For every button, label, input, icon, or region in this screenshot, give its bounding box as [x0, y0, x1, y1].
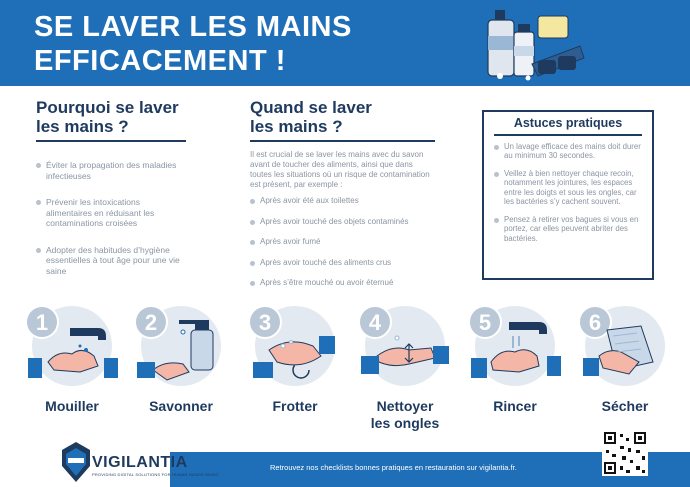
why-divider	[36, 140, 186, 142]
step-label-line-1: Rincer	[493, 398, 537, 414]
why-item: Éviter la propagation des maladies infectieuses	[36, 160, 186, 181]
step-number: 2	[144, 310, 158, 335]
page-title	[34, 10, 352, 78]
tip-item: Veillez à bien nettoyer chaque recoin, notamment les jointures, les espaces entre les doigts et sous les ongles, car les bactéries s’y cachent souvent.	[494, 169, 642, 207]
step-number: 4	[368, 310, 382, 335]
step-label-line-1: Savonner	[149, 398, 213, 414]
tips-title: Astuces pratiques	[513, 116, 623, 130]
steps-row	[0, 300, 690, 445]
when-item: Après s’être mouché ou avoir éternué	[250, 278, 435, 289]
when-title-line-1: Quand se laver	[250, 98, 372, 117]
when-title-line-2: les mains ?	[250, 117, 343, 136]
step-label	[353, 398, 457, 432]
when-divider	[250, 140, 435, 142]
step-label	[243, 398, 347, 415]
when-item: Après avoir fumé	[250, 237, 435, 248]
step-number: 6	[588, 310, 602, 335]
tips-list	[494, 142, 642, 244]
title-line-1: SE LAVER LES MAINS	[34, 11, 352, 43]
tips-divider	[494, 134, 642, 136]
soap-dispenser-icon	[129, 300, 233, 390]
step-label	[463, 398, 567, 415]
step-label-line-1: Frotter	[272, 398, 318, 414]
when-list	[250, 196, 435, 289]
when-section	[250, 98, 435, 299]
step-label-line-2: les ongles	[370, 415, 440, 431]
header-banner	[0, 0, 690, 86]
step-label	[129, 398, 233, 415]
why-title	[36, 98, 186, 136]
step-label-line-1: Nettoyer	[376, 398, 434, 414]
why-title-line-1: Pourquoi se laver	[36, 98, 179, 117]
towel-dry-icon	[573, 300, 677, 390]
why-section	[36, 98, 186, 292]
why-item: Adopter des habitudes d’hygiène essentielles à tout âge pour une vie saine	[36, 245, 186, 277]
tips-box	[482, 110, 654, 280]
nail-cleaning-icon	[353, 300, 457, 390]
qr-code[interactable]	[602, 430, 648, 476]
why-list	[36, 160, 186, 276]
soap-bottles-illustration	[480, 6, 590, 82]
when-item: Après avoir touché des objets contaminés	[250, 217, 435, 228]
tip-item: Un lavage efficace des mains doit durer au minimum 30 secondes.	[494, 142, 642, 161]
faucet-wet-hands-icon	[20, 300, 124, 390]
when-title	[250, 98, 435, 136]
footer-text: Retrouvez nos checklists bonnes pratiques en restauration sur vigilantia.fr.	[270, 463, 517, 472]
step-number: 3	[258, 310, 272, 335]
title-line-2: EFFICACEMENT !	[34, 45, 286, 77]
when-item: Après avoir touché des aliments crus	[250, 258, 435, 269]
why-title-line-2: les mains ?	[36, 117, 129, 136]
step-label-line-1: Mouiller	[45, 398, 99, 414]
step-number: 1	[35, 310, 49, 335]
when-item: Après avoir été aux toilettes	[250, 196, 435, 207]
rubbing-hands-icon	[243, 300, 347, 390]
step-label	[20, 398, 124, 415]
brand-tagline: PROVIDING DIGITAL SOLUTIONS FOR HUMAN HANDS BEING	[92, 472, 219, 477]
rinse-hands-icon	[463, 300, 567, 390]
tip-item: Pensez à retirer vos bagues si vous en portez, car elles peuvent abriter des bactéries.	[494, 215, 642, 244]
brand-name: VIGILANTIA	[92, 454, 188, 471]
step-number: 5	[478, 310, 492, 335]
why-item: Prévenir les intoxications alimentaires en réduisant les contaminations croisées	[36, 197, 186, 229]
step-label-line-1: Sécher	[601, 398, 649, 414]
when-intro: Il est crucial de se laver les mains avec du savon avant de toucher des aliments, ainsi que dans toutes les situations où un risque de contamination est présent, par exemple :	[250, 150, 430, 189]
step-label	[573, 398, 677, 415]
